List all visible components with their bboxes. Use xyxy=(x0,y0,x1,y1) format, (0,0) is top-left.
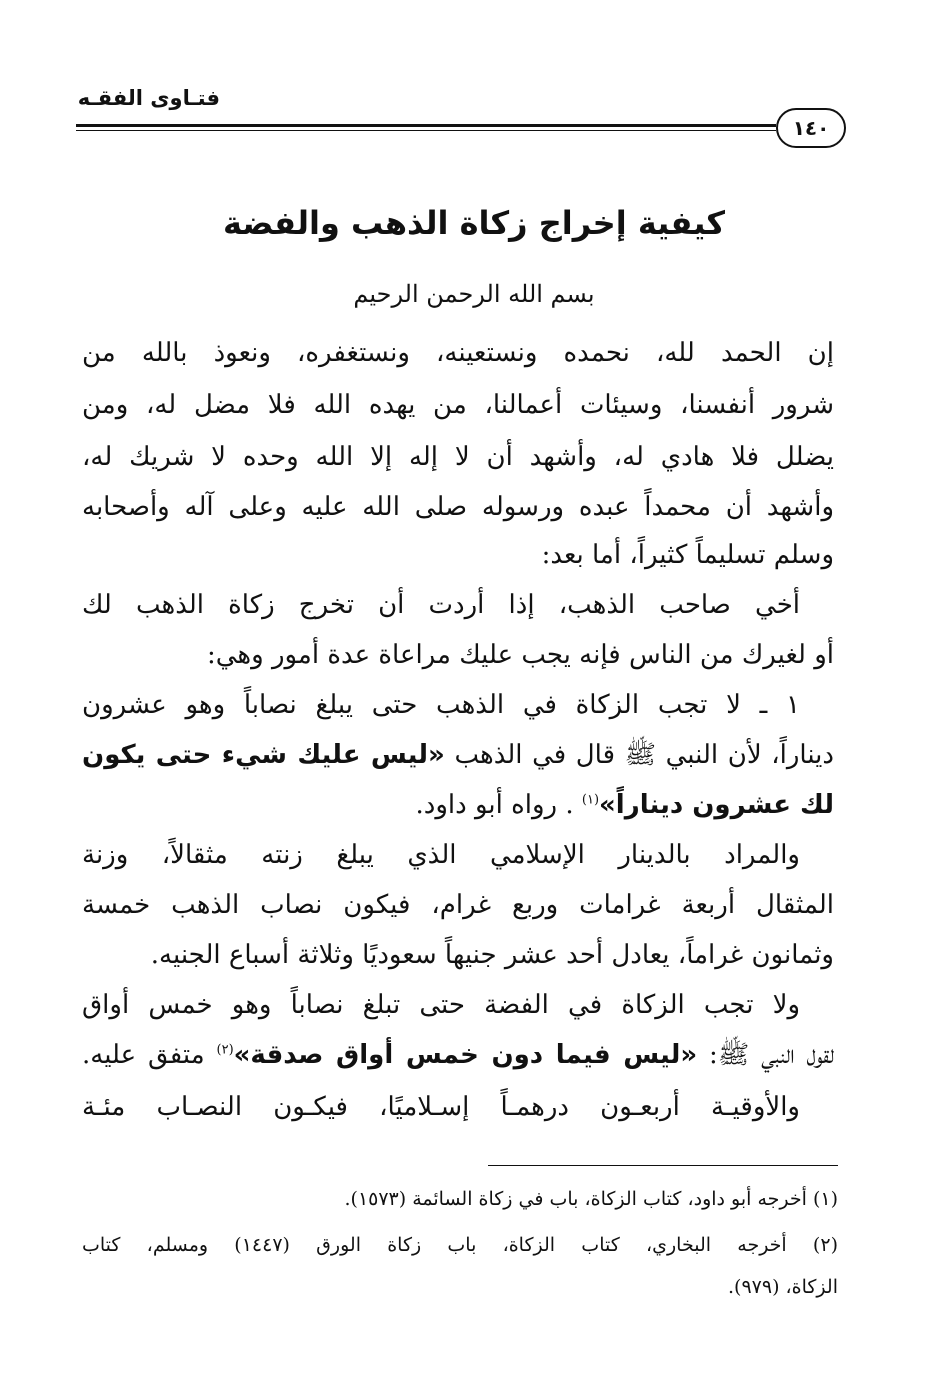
body-line xyxy=(82,742,834,768)
body-line: المثقال أربعة غرامات وربع غرام، فيكون نصاب الذهب خمسة xyxy=(82,890,834,920)
header-rule xyxy=(76,124,776,131)
body-line: وأشهد أن محمداً عبده ورسوله صلى الله عليه وعلى آله وأصحابه xyxy=(82,492,834,522)
page-number-badge xyxy=(776,108,846,148)
body-line: يضلل فلا هادي له، وأشهد أن لا إله إلا الله وحده لا شريك له، xyxy=(82,442,834,472)
running-title: فتـاوى الفقـه xyxy=(77,86,220,110)
text-run: ديناراً، لأن النبي ﷺ قال في الذهب xyxy=(444,740,834,770)
hadith-quote: «ليس عليك شيء حتى يكون xyxy=(82,740,445,770)
body-line xyxy=(82,792,834,818)
body-line: ١ ـ لا تجب الزكاة في الذهب حتى يبلغ نصاباً وهو عشرون xyxy=(82,690,800,720)
basmala: بسم الله الرحمن الرحيم xyxy=(353,280,595,308)
body-line: أخي صاحب الذهب، إذا أردت أن تخرج زكاة الذهب لك xyxy=(82,590,800,620)
body-line: شرور أنفسنا، وسيئات أعمالنا، من يهده الله فلا مضل له، ومن xyxy=(82,390,834,420)
body-line xyxy=(82,1042,834,1068)
text-run: متفق عليه. xyxy=(82,1040,217,1070)
text-run: . رواه أبو داود. xyxy=(415,790,582,820)
article-title: كيفية إخراج زكاة الذهب والفضة xyxy=(222,204,725,242)
text-run: لقول النبي ﷺ: xyxy=(697,1040,835,1070)
body-line: والأوقيـة أربعـون درهمـاً إسـلاميًا، فيكـون النصـاب مئـة xyxy=(82,1092,800,1122)
footnote-2-continued: الزكاة، (٩٧٩). xyxy=(727,1276,838,1298)
footnote-2: (٢) أخرجه البخاري، كتاب الزكاة، باب زكاة الورق (١٤٤٧) ومسلم، كتاب xyxy=(82,1234,838,1256)
footnote-rule xyxy=(488,1165,838,1166)
hadith-quote: لك عشرون ديناراً» xyxy=(599,790,834,820)
hadith-quote: «ليس فيما دون خمس أواق صدقة» xyxy=(233,1040,698,1070)
body-line: وسلم تسليماً كثيراً، أما بعد: xyxy=(541,540,834,570)
body-line: إن الحمد لله، نحمده ونستعينه، ونستغفره، ونعوذ بالله من xyxy=(82,338,834,368)
body-line: والمراد بالدينار الإسلامي الذي يبلغ زنته مثقالاً، وزنة xyxy=(82,840,800,870)
body-line: أو لغيرك من الناس فإنه يجب عليك مراعاة عدة أمور وهي: xyxy=(206,640,834,670)
footnote-1: (١) أخرجه أبو داود، كتاب الزكاة، باب في زكاة السائمة (١٥٧٣). xyxy=(344,1188,838,1210)
footnote-ref: (٢) xyxy=(216,1042,234,1058)
footnote-ref: (١) xyxy=(581,792,600,808)
body-line: ولا تجب الزكاة في الفضة حتى تبلغ نصاباً وهو خمس أواق xyxy=(82,990,800,1020)
body-line: وثمانون غراماً، يعادل أحد عشر جنيهاً سعوديًا وثلاثة أسباع الجنيه. xyxy=(150,940,834,970)
page-number: ١٤٠ xyxy=(792,116,830,140)
